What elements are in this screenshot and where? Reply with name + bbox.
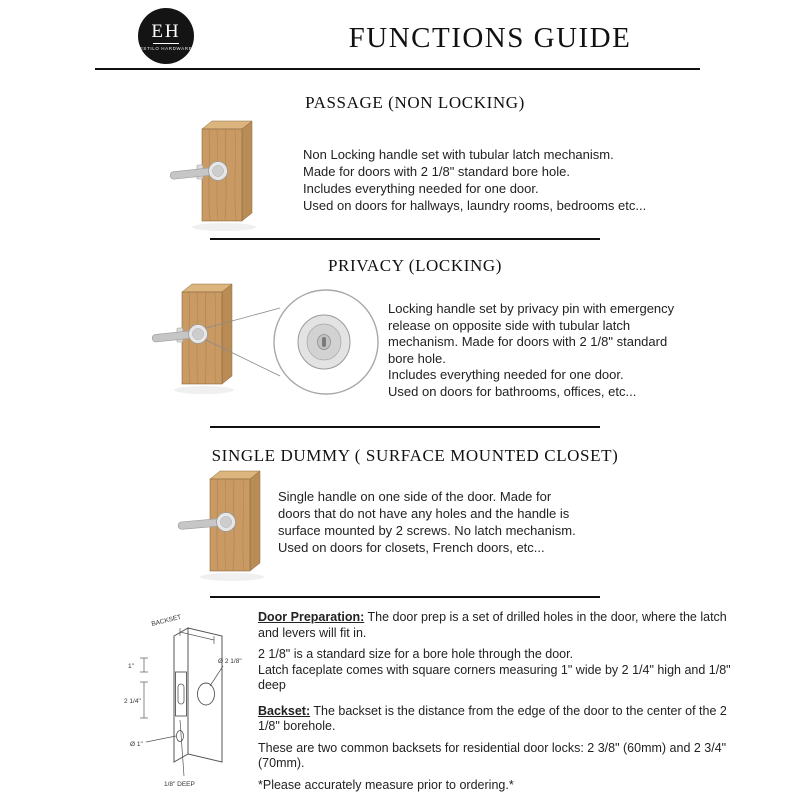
- faceplate-line: Latch faceplate comes with square corners measuring 1" wide by 2 1/4" high and 1/8" deep: [258, 662, 731, 692]
- privacy-line: release on opposite side with tubular latch: [388, 317, 631, 333]
- door-prep-paragraph: [258, 610, 750, 641]
- logo-initials: EH: [151, 20, 181, 42]
- backset-label: BACKSET: [150, 613, 182, 628]
- privacy-handle-illustration: [148, 278, 388, 410]
- dummy-heading: SINGLE DUMMY ( SURFACE MOUNTED CLOSET): [211, 446, 619, 465]
- passage-line: Non Locking handle set with tubular latch mechanism.: [303, 147, 614, 162]
- privacy-pin: [322, 337, 326, 347]
- backset-label: Backset:: [258, 703, 311, 718]
- passage-line: Includes everything needed for one door.: [303, 181, 539, 196]
- door-prep-label: Door Preparation:: [258, 610, 365, 624]
- privacy-description: [388, 301, 728, 400]
- backset-paragraph: [258, 704, 750, 735]
- backset-sizes-line: These are two common backsets for residential door locks: 2 3/8" (60mm) and 2 3/4" (70mm).: [258, 740, 727, 770]
- section-divider: [210, 238, 600, 240]
- door-prep-body: The door prep is a set of drilled holes in the door, where the latch and levers will fit in.: [258, 610, 727, 640]
- passage-heading: PASSAGE (NON LOCKING): [305, 93, 525, 112]
- dummy-line: Single handle on one side of the door. Made for: [278, 489, 552, 504]
- door-prep-diagram: [122, 606, 257, 794]
- faceplate-height-label: 2 1/4": [124, 698, 141, 705]
- logo-subtext: ESTILO HARDWARE: [139, 45, 193, 51]
- bore-size-line: 2 1/8" is a standard size for a bore hole through the door.: [258, 647, 574, 661]
- privacy-line: Locking handle set by privacy pin with emergency: [388, 301, 675, 316]
- passage-description: [303, 146, 703, 214]
- section-divider: [210, 426, 600, 428]
- section-divider: [210, 596, 600, 598]
- latch-faceplate: [176, 672, 187, 716]
- passage-handle-illustration: [158, 113, 308, 241]
- cross-bore-label: Ø 1": [130, 741, 143, 748]
- privacy-line: Includes everything needed for one door.: [388, 367, 624, 382]
- backset-body: The backset is the distance from the edge of the door to the center of the 2 1/8" borehole.: [258, 703, 727, 733]
- passage-line: Used on doors for hallways, laundry rooms, bedrooms etc...: [303, 198, 647, 213]
- privacy-line: bore hole.: [388, 350, 446, 366]
- door-prep-text: [258, 610, 750, 799]
- page-title: FUNCTIONS GUIDE: [348, 22, 632, 54]
- brand-logo: [138, 8, 194, 64]
- passage-line: Made for doors with 2 1/8" standard bore hole.: [303, 164, 570, 179]
- privacy-heading: PRIVACY (LOCKING): [327, 256, 503, 275]
- dummy-description: [278, 488, 678, 556]
- measure-note: *Please accurately measure prior to ordering.*: [258, 777, 514, 792]
- dummy-line: doors that do not have any holes and the handle is: [278, 506, 570, 521]
- privacy-line: mechanism. Made for doors with 2 1/8" standard: [388, 334, 668, 349]
- one-inch-label: 1": [128, 663, 134, 670]
- dummy-line: Used on doors for closets, French doors, etc...: [278, 540, 545, 555]
- bore-diameter-label: Ø 2 1/8": [218, 658, 242, 665]
- faceplate-depth-label: 1/8" DEEP: [164, 781, 195, 788]
- header-rule: [95, 68, 700, 70]
- dummy-line: surface mounted by 2 screws. No latch mechanism.: [278, 523, 576, 538]
- logo-divider: [153, 43, 179, 44]
- privacy-line: Used on doors for bathrooms, offices, etc...: [388, 383, 637, 399]
